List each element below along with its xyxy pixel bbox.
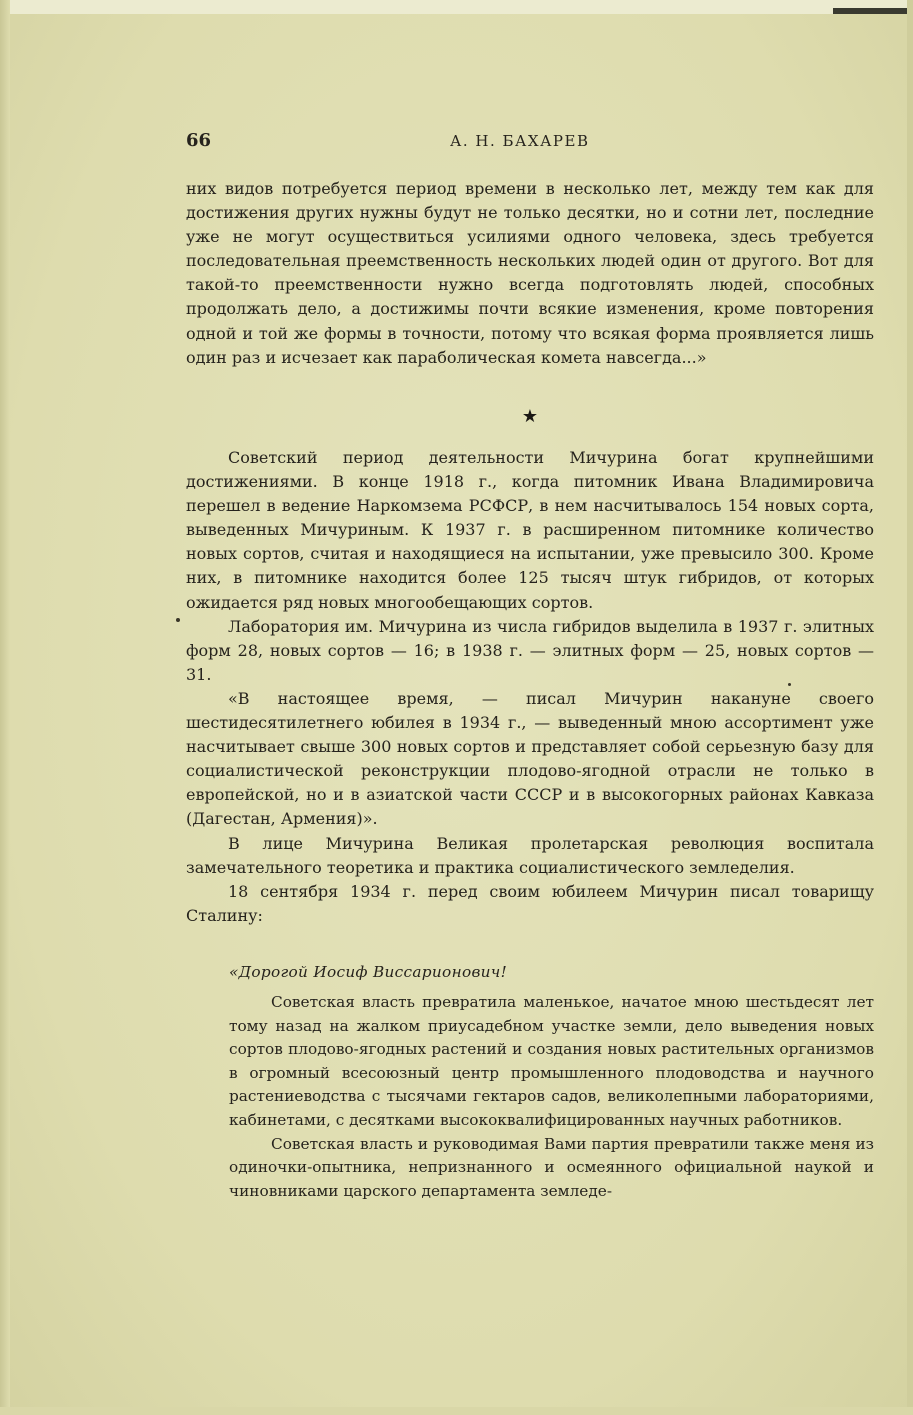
paragraph: «В настоящее время, — писал Мичурин накануне своего шестидесятилетнего юбилея в 1934 г., — выведенный мною ассортимент уже насчитывает свыше 300 новых сортов и представляет собой серьезную базу для социалистической реконструкции плодово-ягодной отрасли не только в европейской, но и в азиатской части СССР и в высокогорных районах Кавказа (Дагестан, Армения)». — [186, 688, 874, 829]
running-head: А. Н. БАХАРЕВ — [450, 132, 590, 150]
paragraph: 18 сентября 1934 г. перед своим юбилеем Мичурин писал товарищу Сталину: — [186, 881, 874, 925]
paragraph: Лаборатория им. Мичурина из числа гибридов выделила в 1937 г. элитных форм 28, новых сортов — 16; в 1938 г. — элитных форм — 25, новых сортов — 31. — [186, 616, 874, 684]
scan-speck — [788, 683, 791, 686]
paragraph: В лице Мичурина Великая пролетарская революция воспитала замечательного теоретика и практика социалистического земледелия. — [186, 833, 874, 877]
letter-salutation: «Дорогой Иосиф Виссарионович! — [229, 963, 508, 981]
main-text — [186, 446, 874, 928]
scan-bottom-edge — [0, 1407, 913, 1415]
scan-right-edge — [907, 0, 913, 1415]
paragraph: Советская власть и руководимая Вами партия превратили также меня из одиночки-опытника, непризнанного и осмеянного официальной наукой и чиновниками царского департамента земледе- — [229, 1134, 874, 1200]
scan-binding-mark — [833, 8, 913, 14]
scan-speck — [176, 618, 180, 622]
letter-body — [229, 991, 874, 1203]
paragraph: Советский период деятельности Мичурина богат крупнейшими достижениями. В конце 1918 г., когда питомник Ивана Владимировича перешел в ведение Наркомзема РСФСР, в нем насчитывалось 154 новых сорта, выведенных Мичуриным. К 1937 г. в расширенном питомнике количество новых сортов, считая и находящиеся на испытании, уже превысило 300. Кроме них, в питомнике находится более 125 тысяч штук гибридов, от которых ожидается ряд новых многообещающих сортов. — [186, 448, 874, 612]
paragraph: Советская власть превратила маленькое, начатое мною шестьдесят лет тому назад на жалком приусадебном участке земли, дело выведения новых сортов плодово-ягодных растений и создания новых растительных организмов в огромный всесоюзный центр промышленного плодоводства и научного растениеводства с тысячами гектаров садов, великолепными лабораториями, кабинетами, с десятками высококвалифицированных научных работников. — [229, 993, 874, 1129]
quote-continuation — [186, 177, 874, 370]
scan-left-edge — [0, 0, 10, 1415]
page-number: 66 — [186, 130, 212, 151]
paragraph: них видов потребуется период времени в несколько лет, между тем как для достижения других нужны будут не только десятки, но и сотни лет, последние уже не могут осуществиться усилиями одного человека, здесь требуется последовательная преемственность нескольких людей один от другого. Вот для такой-то преемственности нужно всегда подготовлять людей, способных продолжать дело, а достижимы почти всякие изменения, кроме повторения одной и той же формы в точности, потому что всякая форма проявляется лишь один раз и исчезает как параболическая комета навсегда...» — [186, 179, 874, 367]
page-header — [186, 130, 874, 154]
section-separator-star-icon: ★ — [521, 406, 539, 427]
scan-top-edge — [0, 0, 913, 14]
